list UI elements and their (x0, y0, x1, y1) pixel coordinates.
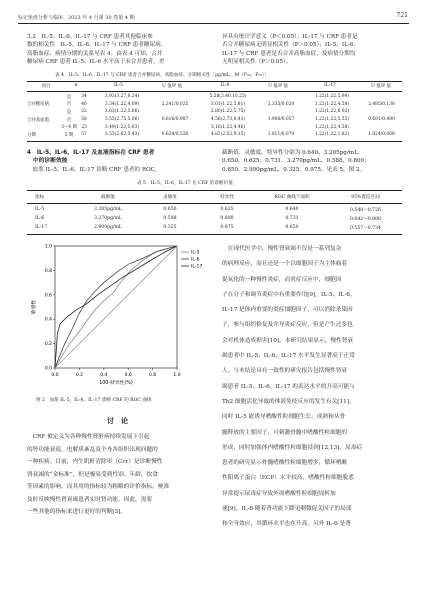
text-line: 的病理反应，而且还是一个以细胞因子为主体痛着 (222, 261, 348, 268)
table4-header: IL-5 (114, 83, 123, 89)
table4-header: IL-17 (324, 83, 336, 89)
table5-body (27, 205, 402, 232)
y-tick-label: 0.4 (44, 317, 52, 323)
table4-cell: 合并糖尿病 (27, 102, 49, 108)
table4-cell (27, 93, 61, 101)
table4-cell: 2.241/0.025 (161, 101, 189, 107)
table4-cell: 5 期 (64, 132, 74, 138)
table5-cell: 0.640 (285, 207, 299, 212)
table4-row (27, 131, 402, 139)
table5-cell: 0.557～0.734 (350, 225, 381, 231)
roc-series-line (55, 246, 177, 368)
table4-cell: 2.335/0.020 (267, 101, 295, 107)
y-tick-label: 1.0 (44, 244, 52, 250)
text-line: 及时反映慢性肾衰竭患者实时肾功能。因此，需要 (27, 496, 153, 503)
table4-cell: 3～4 期 (61, 125, 77, 131)
x-tick-label: 0.2 (75, 373, 83, 378)
text-line: 和全身效应，其循环水平也在升高。另外 IL-6 是肾 (222, 521, 351, 528)
table5-header-rule (27, 203, 402, 204)
table4-cell: 46 (81, 101, 87, 107)
table5-cell: 0.975 (220, 225, 234, 230)
text-line: 的肾功能衰退，电解质紊乱及全身各组织出现问题的 (27, 446, 158, 453)
table4-cell: 1.22(1.22,4.58) (314, 124, 350, 130)
table5-header: 指标 (35, 194, 45, 200)
table5-bottom-rule (27, 234, 402, 235)
table5-cell: 0.642～0.808 (350, 216, 381, 222)
table4-row (27, 123, 402, 131)
table5-header-row (27, 192, 402, 201)
table4-cell: 0.634/0.526 (161, 132, 189, 138)
table5-cell: 0.650 (163, 207, 177, 212)
table5-cell: 0.588 (163, 216, 177, 221)
text-line: 在现代医学中，慢性肾衰竭不仅是一系列复杂 (222, 246, 342, 252)
table4-cell: 58 (81, 117, 87, 123)
text-line: CRF 被定义为各种慢性肾脏病持续发展下引起 (27, 434, 150, 440)
table4-cell: 0.691/0.490 (368, 117, 395, 123)
table5-cell: 0.325 (163, 225, 177, 230)
table4-header: U 值/P 值 (371, 83, 391, 89)
y-tick-label: 0.2 (44, 342, 52, 348)
table4-cell: 3.55(2.62,5.43) (104, 132, 140, 138)
table4-cell (153, 108, 197, 116)
table4 (27, 82, 402, 90)
table4-header: IL-6 (220, 83, 230, 89)
x-axis-label: 100-特异性(%) (99, 381, 133, 386)
running-header (18, 14, 135, 21)
text-line: 速[9]。IL-6 随着肾功能下降见剩微促关因子的局部 (222, 506, 352, 513)
section4-heading (27, 149, 222, 166)
x-tick-label: 0.6 (124, 373, 132, 378)
text-line: 人。与本结论具有一致性的研究报告包括慢性肾衰 (222, 368, 348, 375)
table5-cell: 0.800 (220, 216, 234, 221)
table4-cell: 是 (66, 109, 72, 115)
table4-cell: 3.01(1.22,5.81) (210, 101, 246, 107)
table4-row (27, 101, 402, 109)
table5-cell: IL-6 (35, 216, 45, 221)
table4-cell (361, 123, 402, 131)
table4-cell: 1.824/0.068 (368, 132, 395, 138)
table4-cell: 否 (66, 102, 72, 108)
table4-cell: 3.34(1.22,4.09) (104, 101, 140, 107)
table4-cell: 4.56(2.73,9.43) (210, 117, 246, 123)
x-tick-label: 0.4 (100, 373, 108, 378)
table4-cell (259, 123, 303, 131)
table4-header: U 值/P 值 (268, 83, 288, 89)
text-line: IL-17 是体内重要的炎症细胞因子，可以消除杀染因 (222, 307, 353, 314)
col1-top-text (27, 33, 217, 67)
text-line: Th2 细胞活化导致的体液免疫反应的发生有关[11]。 (222, 398, 355, 405)
text-line: 一些其他的指标来进行更好的判断[3]。 (27, 509, 127, 515)
table4-cell: 23 (81, 124, 87, 130)
table4-cell: 1.22(1.22,6.92) (314, 109, 350, 115)
text-line: 子，参与组织修复及介导炎症反应，但是产生过多也 (222, 322, 353, 329)
table5-cell: 0.650 (285, 225, 299, 230)
table4-cell (153, 123, 197, 131)
text-line: 高脂血症、病情分期的关系见表 4。由表 4 可知，合并 (27, 50, 163, 57)
table5-cell: 3.270pg/mL (94, 216, 122, 221)
table5-row (27, 223, 402, 232)
heading-line: 4 IL-5、IL-6、IL-17 及血液指标在 CRF 患者 (27, 150, 155, 156)
table4-cell: 22 (81, 109, 87, 115)
col1-mid-text (27, 166, 222, 174)
table4-cell: 1.906/0.057 (267, 117, 295, 123)
table5-header: ROC 曲线下面积 (274, 194, 310, 200)
page-number: 721 (396, 12, 408, 19)
table5-cell: IL-17 (35, 225, 48, 230)
legend-label: IL-5 (191, 250, 200, 256)
col2-bottom-text (222, 242, 417, 533)
table4-cell: 3.55(2.75,5.06) (104, 117, 140, 123)
table4-cell: 1.811/0.070 (267, 132, 295, 138)
text-line: 异常提示尿毒症导致外周嗜酸性粒细胞周转加 (222, 490, 336, 497)
table5-row (27, 214, 402, 223)
text-line: 竭患者中 IL-5、IL-6、IL-17 水平发生显著高于正常 (222, 353, 355, 360)
table4-cell: 34 (81, 94, 87, 100)
table4-cell: 1.22(1.22,5.99) (314, 94, 350, 100)
table4-header: 项目 (41, 83, 51, 89)
col2-mid-text (222, 149, 417, 174)
table5-header: 灵敏度 (163, 194, 177, 200)
table4-cell (27, 108, 61, 116)
table5-header: 截断值 (101, 194, 115, 200)
table4-cell: 3.93(3.27,6.24) (104, 94, 140, 100)
y-tick-label: 0.8 (44, 268, 52, 274)
table5-cell: 2.900pg/mL (94, 225, 122, 230)
table5-cell: 0.731 (285, 216, 299, 221)
text-line: 子在分子和调节炎症中有重要作用[9]。IL-5、IL-6、 (222, 291, 356, 298)
table4-cell: 4.82(2.52,9.15) (210, 132, 246, 138)
text-line: 糖尿病 CRF 患者 IL-5、IL-6 水平高于未合并患者，差 (27, 59, 165, 66)
text-line: 患者的研究显示骨髓嗜酸性粒细胞增多，循环嗜酸 (222, 460, 348, 467)
table4-cell (27, 123, 61, 131)
x-tick-label: 0.0 (51, 373, 59, 378)
text-line: 无明显相关性（P＞0.05）。 (222, 59, 292, 66)
text-line: 等因素的影响，而其用的指标较为粗略的评价指标。梗准 (27, 484, 170, 490)
text-line: 截断值、灵敏度、特异性分别为 0.640、3.205pg/mL、 (222, 150, 364, 156)
journal-header: 标记免疫分析与临床 2023 年 4 月第 30 卷第 4 期 (18, 15, 135, 21)
legend-label: IL-17 (191, 264, 203, 270)
table5-header: 特异性 (220, 194, 234, 200)
table5-cell: 0.548～0.726 (350, 207, 381, 213)
table4-cell: 5.28(3.40,10.25) (209, 94, 247, 100)
table4-cell: 否 (66, 117, 72, 123)
table4-cell (259, 93, 303, 101)
table4-cell (361, 108, 402, 116)
table5-cell: IL-5 (35, 207, 45, 212)
table5-header: 95%置信区间 (351, 194, 380, 200)
table5-cell: 0.625 (220, 207, 234, 212)
table4-cell: 是 (66, 94, 72, 100)
x-tick-label: 0.8 (149, 373, 157, 378)
text-line: 促氧化的一种慢性炎症，而炎症反应中，细胞因 (222, 276, 342, 283)
table4-row (27, 108, 402, 116)
header-rule (18, 23, 409, 24)
text-line: 会对机体造成损害[10]。本研究结果显示，慢性肾衰 (222, 337, 354, 344)
table5-row (27, 205, 402, 214)
table4-row (27, 93, 402, 101)
table4-cell: 0.616/0.987 (161, 117, 189, 123)
heading-line: 中的诊断效能 (27, 158, 68, 165)
text-line: 0.650、0.625；0.731、3.270pg/mL、0.588、0.800； (222, 158, 370, 165)
text-line: 肾衰竭的“金标准”，但是极易受到性别、年龄、饮食 (27, 471, 158, 478)
x-tick-label: 1.0 (173, 373, 181, 378)
table4-body (27, 93, 402, 139)
text-line: 形成，同时加强体内嗜酸性粒细胞浸润[12,13]。尿毒症 (222, 444, 363, 451)
table4-cell (259, 108, 303, 116)
table4-cell: 3.49(1.22,5.63) (104, 124, 140, 130)
table4-caption: 表 4 IL-5、IL-6、IL-17 与 CRF 患者合并糖尿病、高脂血症、分期相关性［pg/mL，M（P₂₅，P₇₅）］ (55, 73, 269, 78)
table4-bottom-rule (27, 141, 402, 142)
text-line: IL-17 与 CRF 患者是否合并高脂血症、及病情分期均 (222, 50, 356, 57)
table4-cell: 分期 (27, 132, 36, 138)
text-line: 3.2 IL-5、IL-6、IL-17 与 CRF 患者其他临床参 (27, 34, 153, 40)
text-line: 一种疾病。目前，内生肌酐清除率（Ccr）是诊断慢性 (27, 459, 163, 465)
y-tick-label: 0.6 (44, 293, 52, 299)
table5 (27, 192, 402, 201)
text-line: 否合并糖尿病无明显相关性（P＞0.05）；IL-5、IL-6、 (222, 42, 359, 49)
table4-cell (361, 93, 402, 101)
table4-cell: 合并高血脂 (27, 117, 49, 123)
table4-row (27, 116, 402, 124)
y-tick-label: 0.0 (44, 366, 52, 372)
table4-cell: 57 (81, 132, 87, 138)
table5-caption: 表 5 IL-5、IL-6、IL-17 在 CRF 的诊断价值 (137, 181, 233, 186)
table4-header: n (74, 83, 78, 89)
table4-cell (153, 93, 197, 101)
text-line: 0.650、2.900pg/mL、0.325、0.975。见表 5，图 2。 (222, 166, 366, 173)
table4-cell: 2.80(1.22,5.75) (210, 109, 246, 115)
text-line: 异具有统计学意义（P＜0.05）；IL-17 与 CRF 患者是 (222, 34, 358, 40)
text-line: 髓释放的主要因子，可刺激骨髓中嗜酸性粒细胞的 (222, 429, 348, 436)
roc-chart (25, 240, 215, 395)
table5-cell: 3.205pg/mL (94, 207, 122, 212)
text-line: 性阳离子蛋白（ECP）水平较高，嗜酸性粒细胞脱悉 (222, 475, 354, 482)
table4-cell: 3.16(1.22,4.46) (210, 124, 246, 130)
table5-top-rule (27, 190, 402, 191)
text-line: 竭患者 IL-5、IL-6、IL-17 的表达水平的升高可能与 (222, 383, 355, 390)
table4-cell: 3.63(1.22,5.66) (104, 109, 140, 115)
table4-header-row (27, 82, 402, 90)
table4-cell: 1.22(1.22,1.82) (314, 132, 350, 138)
table4-header-rule (27, 91, 402, 92)
table4-cell: 1.22(1.22,5.55) (314, 117, 350, 123)
legend-label: IL-6 (191, 257, 200, 263)
text-line: 数的相关性 IL-5、IL-6、IL-17 与 CRF 患者糖尿病、 (27, 42, 167, 49)
table4-cell: 1.22(1.22,4.58) (314, 101, 350, 107)
text-line: 血浆 IL-5、IL-6、IL-17 诊断 CRF 患者的 ROC, (27, 167, 157, 173)
discussion-heading: 讨 论 (107, 417, 128, 425)
y-axis-label: 敏感性 (32, 299, 37, 315)
discussion-text (27, 431, 219, 519)
col2-top-text (222, 33, 412, 67)
table4-cell: 2.485/0.138 (368, 101, 395, 107)
figure2-caption: 图 2 血浆 IL-5、IL-6、IL-17 诊断 CRF 的 ROC 曲线 (36, 398, 152, 403)
table4-header: U 值/P 值 (162, 83, 182, 89)
text-line: 同时 IL-5 能诱导嗜酸性粒细胞生长、成熟和从骨 (222, 414, 346, 421)
